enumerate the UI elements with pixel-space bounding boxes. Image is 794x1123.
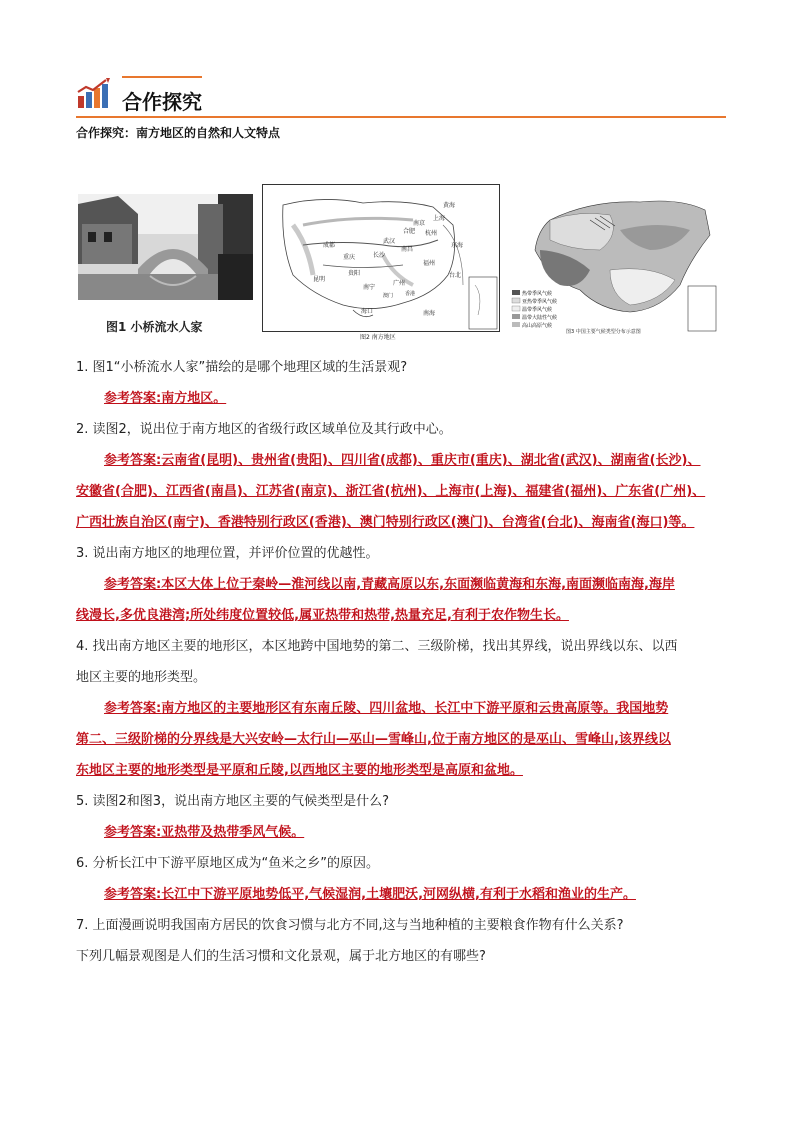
question-list	[76, 352, 728, 972]
south-region-map	[262, 184, 500, 332]
page-subtitle: 合作探究：南方地区的自然和人文特点	[76, 126, 281, 140]
figure1-caption: 图1 小桥流水人家	[106, 320, 203, 334]
header-rule	[76, 116, 726, 118]
map-label-nanning: 南宁	[363, 284, 376, 291]
map-label-chongqing: 重庆	[343, 254, 356, 261]
map-label-taipei: 台北	[449, 272, 462, 279]
map-label-haikou: 海口	[361, 308, 374, 315]
question-6: 6. 分析长江中下游平原地区成为“鱼米之乡”的原因。	[76, 856, 380, 871]
answer-4-text-1: 南方地区的主要地形区有东南丘陵、四川盆地、长江中下游平原和云贵高原等。我国地势	[161, 701, 669, 716]
map-label-guiyang: 贵阳	[348, 270, 361, 277]
map-label-macau: 澳门	[383, 293, 394, 299]
bridge-photo	[78, 194, 253, 300]
figure-row	[78, 184, 720, 344]
map-label-hangzhou: 杭州	[425, 230, 438, 237]
answer-4-line-1	[76, 693, 728, 724]
answer-4-line-2: 第二、三级阶梯的分界线是大兴安岭—太行山—巫山—雪峰山,位于南方地区的是巫山、雪峰山,该界线以	[76, 732, 671, 747]
map-label-south-sea: 南海	[423, 310, 436, 317]
section-title: 合作探究	[122, 90, 202, 114]
answer-2-line-3: 广西壮族自治区(南宁)、香港特别行政区(香港)、澳门特别行政区(澳门)、台湾省(台北)、海南省(海口)等。	[76, 515, 695, 530]
map-label-yellow-sea: 黄海	[443, 202, 456, 209]
legend-item-tropical: 热带季风气候	[522, 291, 553, 297]
question-5: 5. 读图2和图3，说出南方地区主要的气候类型是什么?	[76, 794, 389, 809]
answer-4-line-3: 东地区主要的地形类型是平原和丘陵,以西地区主要的地形类型是高原和盆地。	[76, 763, 523, 778]
answer-2-text-1: 云南省(昆明)、贵州省(贵阳)、四川省(成都)、重庆市(重庆)、湖北省(武汉)、湖南省(长沙)、	[161, 453, 701, 468]
figure2-caption: 图2 南方地区	[360, 334, 396, 341]
answer-3-line-1	[76, 569, 728, 600]
legend-item-temperate-monsoon: 温带季风气候	[522, 307, 553, 313]
figure3-caption: 图3 中国主要气候类型分布示意图	[566, 329, 641, 335]
answer-4-label: 参考答案:	[104, 701, 162, 716]
answer-6: 参考答案:长江中下游平原地势低平,气候湿润,土壤肥沃,河网纵横,有利于水稻和渔业的生产。	[104, 887, 636, 902]
map-label-changsha: 长沙	[373, 252, 386, 259]
map-label-kunming: 昆明	[313, 276, 326, 283]
map-label-chengdu: 成都	[323, 242, 336, 249]
question-1: 1. 图1“小桥流水人家”描绘的是哪个地理区域的生活景观?	[76, 360, 408, 375]
map-label-hongkong: 香港	[405, 291, 416, 297]
climate-map	[510, 190, 720, 335]
question-3: 3. 说出南方地区的地理位置，并评价位置的优越性。	[76, 546, 379, 561]
question-2: 2. 读图2，说出位于南方地区的省级行政区域单位及其行政中心。	[76, 422, 452, 437]
question-8: 下列几幅景观图是人们的生活习惯和文化景观，属于北方地区的有哪些?	[76, 949, 486, 964]
answer-3-line-2: 线漫长,多优良港湾;所处纬度位置较低,属亚热带和热带,热量充足,有利于农作物生长。	[76, 608, 569, 623]
answer-2-line-2: 安徽省(合肥)、江西省(南昌)、江苏省(南京)、浙江省(杭州)、上海市(上海)、福建省(福州)、广东省(广州)、	[76, 484, 706, 499]
map-label-guangzhou: 广州	[393, 280, 406, 287]
question-4-line-1: 4. 找出南方地区主要的地形区，本区地跨中国地势的第二、三级阶梯，找出其界线，说出界线以东、以西	[76, 639, 678, 654]
map-label-east-sea: 东海	[451, 242, 464, 249]
section-header	[76, 72, 726, 118]
question-4-line-2: 地区主要的地形类型。	[76, 670, 207, 685]
legend-item-temperate-continental: 温带大陆性气候	[522, 315, 558, 321]
answer-3-label: 参考答案:	[104, 577, 162, 592]
question-7: 7. 上面漫画说明我国南方居民的饮食习惯与北方不同,这与当地种植的主要粮食作物有什么关系?	[76, 918, 624, 933]
south-region-map-graphic	[263, 185, 499, 331]
map-label-wuhan: 武汉	[383, 238, 396, 245]
header-accent-line	[122, 76, 202, 78]
answer-2-label: 参考答案:	[104, 453, 162, 468]
legend-item-highland: 高山高原气候	[522, 323, 553, 329]
answer-1: 参考答案:南方地区。	[104, 391, 227, 406]
answer-3-text-1: 本区大体上位于秦岭—淮河线以南,青藏高原以东,东面濒临黄海和东海,南面濒临南海,海岸	[161, 577, 675, 592]
answer-5: 参考答案:亚热带及热带季风气候。	[104, 825, 305, 840]
chart-growth-icon	[76, 78, 110, 110]
map-label-hefei: 合肥	[403, 228, 416, 235]
map-label-fuzhou: 福州	[423, 260, 436, 267]
map-label-shanghai: 上海	[433, 215, 446, 222]
map-label-nanchang: 南昌	[401, 246, 414, 253]
climate-map-graphic	[510, 190, 720, 335]
legend-item-subtropical: 亚热带季风气候	[522, 299, 558, 305]
answer-2-line-1	[76, 445, 728, 476]
map-label-nanjing: 南京	[413, 220, 426, 227]
